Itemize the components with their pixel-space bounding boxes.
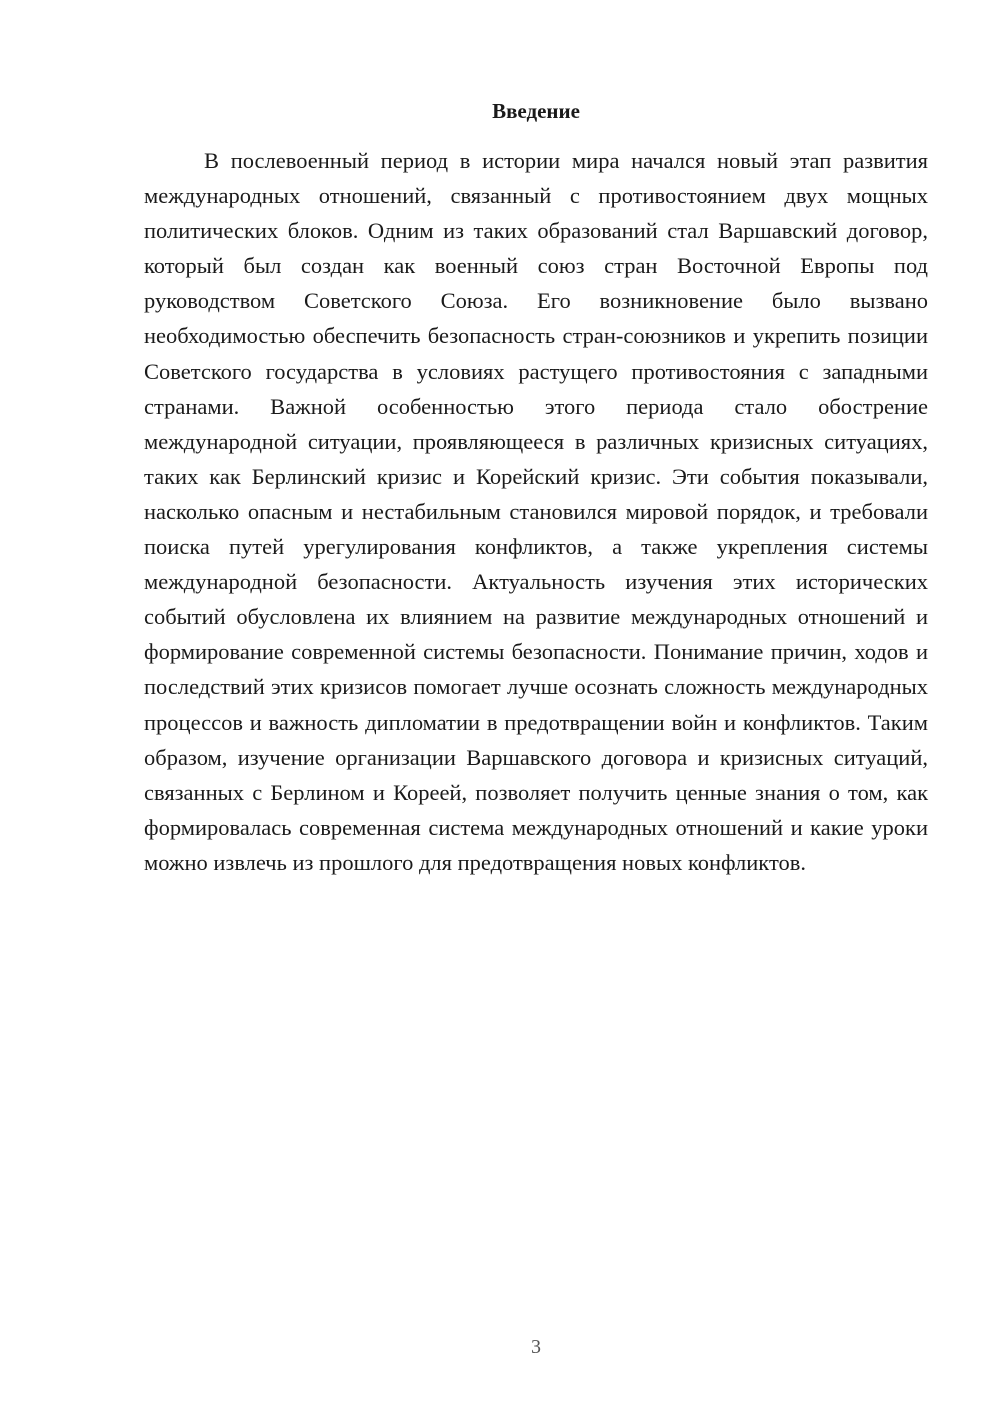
section-heading: Введение: [492, 99, 580, 123]
introduction-paragraph: В послевоенный период в истории мира начался новый этап развития международных отношений, связанный с противостоянием двух мощных политических блоков. Одним из таких образований стал Варшавский договор, который был создан как военный союз стран Восточной Европы под руководством Советского Союза. Его возникновение было вызвано необходимостью обеспечить безопасность стран-союзников и укрепить позиции Советского государства в условиях растущего противостояния с западными странами. Важной особенностью этого периода стало обострение международной ситуации, проявляющееся в различных кризисных ситуациях, таких как Берлинский кризис и Корейский кризис. Эти события показывали, насколько опасным и нестабильным становился мировой порядок, и требовали поиска путей урегулирования конфликтов, а также укрепления системы международной безопасности. Актуальность изучения этих исторических событий обусловлена их влиянием на развитие международных отношений и формирование современной системы безопасности. Понимание причин, ходов и последствий этих кризисов помогает лучше осознать сложность международных процессов и важность дипломатии в предотвращении войн и конфликтов. Таким образом, изучение организации Варшавского договора и кризисных ситуаций, связанных с Берлином и Кореей, позволяет получить ценные знания о том, как формировалась современная система международных отношений и какие уроки можно извлечь из прошлого для предотвращения новых конфликтов.: [144, 148, 928, 875]
page-number: 3: [531, 1336, 541, 1358]
